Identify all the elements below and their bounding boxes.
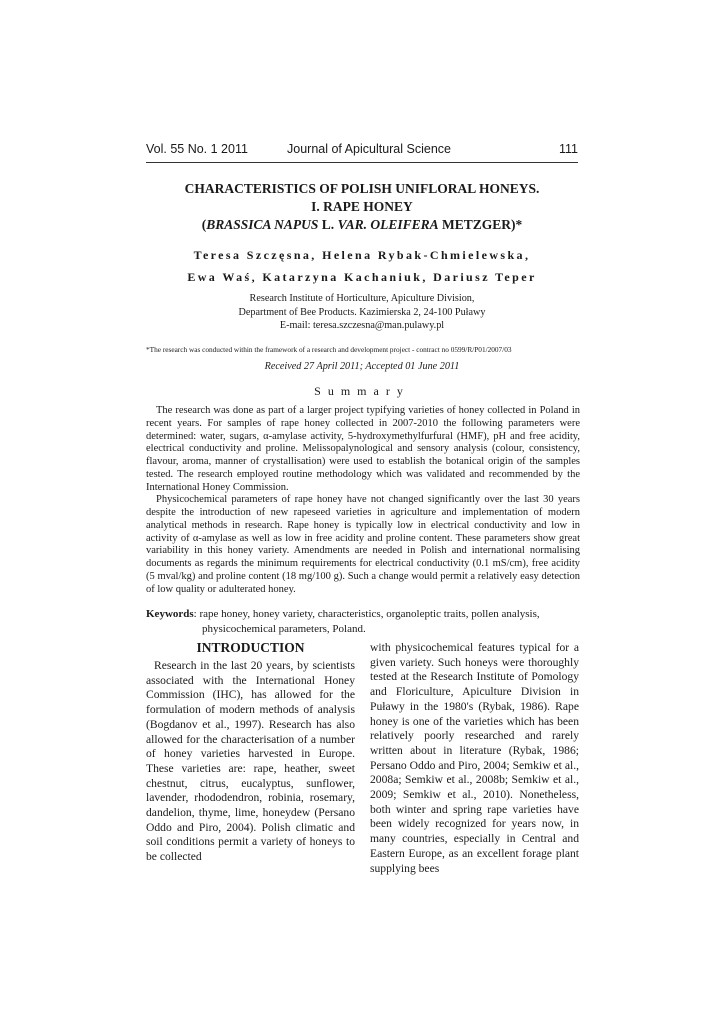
journal-name: Journal of Apicultural Science bbox=[287, 142, 451, 156]
intro-paragraph-left: Research in the last 20 years, by scientists associated with the International Honey Commission (IHC), has allowed for the formulation of modern methods of analysis (Bogdanov et al., 1997). Research has also allowed for the characterisation of a number of honey varieties harvested in Europe. These varieties are: rape, heather, sweet chestnut, citrus, eucalyptus, sunflower, lavender, rhododendron, robinia, rosemary, dandelion, thyme, lime, honeydew (Persano Oddo and Piro, 2004). Polish climatic and soil conditions permit a variety of honeys to be collected bbox=[146, 659, 355, 864]
intro-paragraph-right: with physicochemical features typical for a given variety. Such honeys were thoroughly tested at the Research Institute of Pomology and Floriculture, Apiculture Division in Puławy in the 1980's (Rybak, 1986). Rape honey is one of the varieties which has been relatively poorly researched and rarely written about in literature (Rybak, 1986; Persano Oddo and Piro, 2004; Semkiw et al., 2008a; Semkiw et al., 2008b; Semkiw et al., 2009; Semkiw et al., 2010). Nonetheless, both winter and spring rape varieties have been widely recognized for years now, in many countries, especially in Central and Eastern Europe, as an excellent forage plant supplying bees bbox=[370, 641, 579, 875]
volume-info: Vol. 55 No. 1 2011 bbox=[146, 142, 248, 156]
title-line-3: (BRASSICA NAPUS L. VAR. OLEIFERA METZGER)* bbox=[201, 217, 523, 232]
keywords bbox=[146, 607, 580, 637]
species-name: BRASSICA NAPUS bbox=[206, 217, 319, 232]
author-list bbox=[146, 244, 578, 288]
abstract bbox=[146, 405, 580, 596]
introduction-right-column bbox=[370, 641, 579, 876]
received-dates: Received 27 April 2011; Accepted 01 June 2011 bbox=[264, 361, 460, 372]
introduction-heading: INTRODUCTION bbox=[196, 640, 305, 655]
summary-heading: Summary bbox=[314, 384, 410, 398]
keywords-text-2: physicochemical parameters, Poland. bbox=[202, 623, 366, 635]
authors-line-2: Ewa Waś, Katarzyna Kachaniuk, Dariusz Teper bbox=[187, 270, 537, 284]
abstract-paragraph-2: Physicochemical parameters of rape honey have not changed significantly over the last 30 years despite the introduction of new rapeseed varieties in agriculture and implementation of modern analytical methods in research. Rape honey is typically low in electrical conductivity and low in activity of α-amylase as well as low in free acidity and proline content. These parameters show great variability in this honey variety. Amendments are needed in Polish and international normalising documents as regards the minimum requirements for electrical conductivity (0.1 mS/cm), free acidity (5 mval/kg) and proline content (18 mg/100 g). Such a change would permit a relatively easy detection of low quality or adulterated honey. bbox=[146, 494, 580, 595]
variety-name: VAR. OLEIFERA bbox=[337, 217, 439, 232]
keywords-text-1: : rape honey, honey variety, characteristics, organoleptic traits, pollen analysis, bbox=[193, 608, 540, 620]
title-line-1: CHARACTERISTICS OF POLISH UNIFLORAL HONEYS. bbox=[184, 181, 540, 196]
authors-line-1: Teresa Szczęsna, Helena Rybak-Chmielewska, bbox=[193, 248, 531, 262]
introduction-left-column bbox=[146, 659, 355, 865]
affiliation bbox=[146, 292, 578, 333]
affiliation-email: E-mail: teresa.szczesna@man.pulawy.pl bbox=[279, 320, 445, 331]
abstract-paragraph-1: The research was done as part of a larger project typifying varieties of honey collected in Poland in recent years. For samples of rape honey collected in 2007-2010 the following parameters were determined: water, sugars, α-amylase activity, 5-hydroxymethylfurfural (HMF), pH and free acidity, electrical conductivity and proline. Melissopalynological and sensory analysis (colour, consistency, flavour, aroma, manner of crystallisation) were used to establish the botanical origin of the samples tested. The research employed routine methodology which was validated and recommended by the International Honey Commission. bbox=[146, 405, 580, 493]
page-number: 111 bbox=[558, 142, 578, 156]
title-line-2: I. RAPE HONEY bbox=[311, 199, 413, 214]
affiliation-line-1: Research Institute of Horticulture, Apiculture Division, bbox=[249, 293, 475, 304]
paper-title bbox=[146, 180, 578, 234]
running-header bbox=[146, 142, 578, 163]
keywords-label: Keywords bbox=[146, 608, 194, 620]
affiliation-line-2: Department of Bee Products. Kazimierska 2, 24-100 Puławy bbox=[238, 306, 486, 318]
funding-footnote: *The research was conducted within the framework of a research and development project - contract no 0599/R/P01/2007/03 bbox=[146, 345, 512, 354]
